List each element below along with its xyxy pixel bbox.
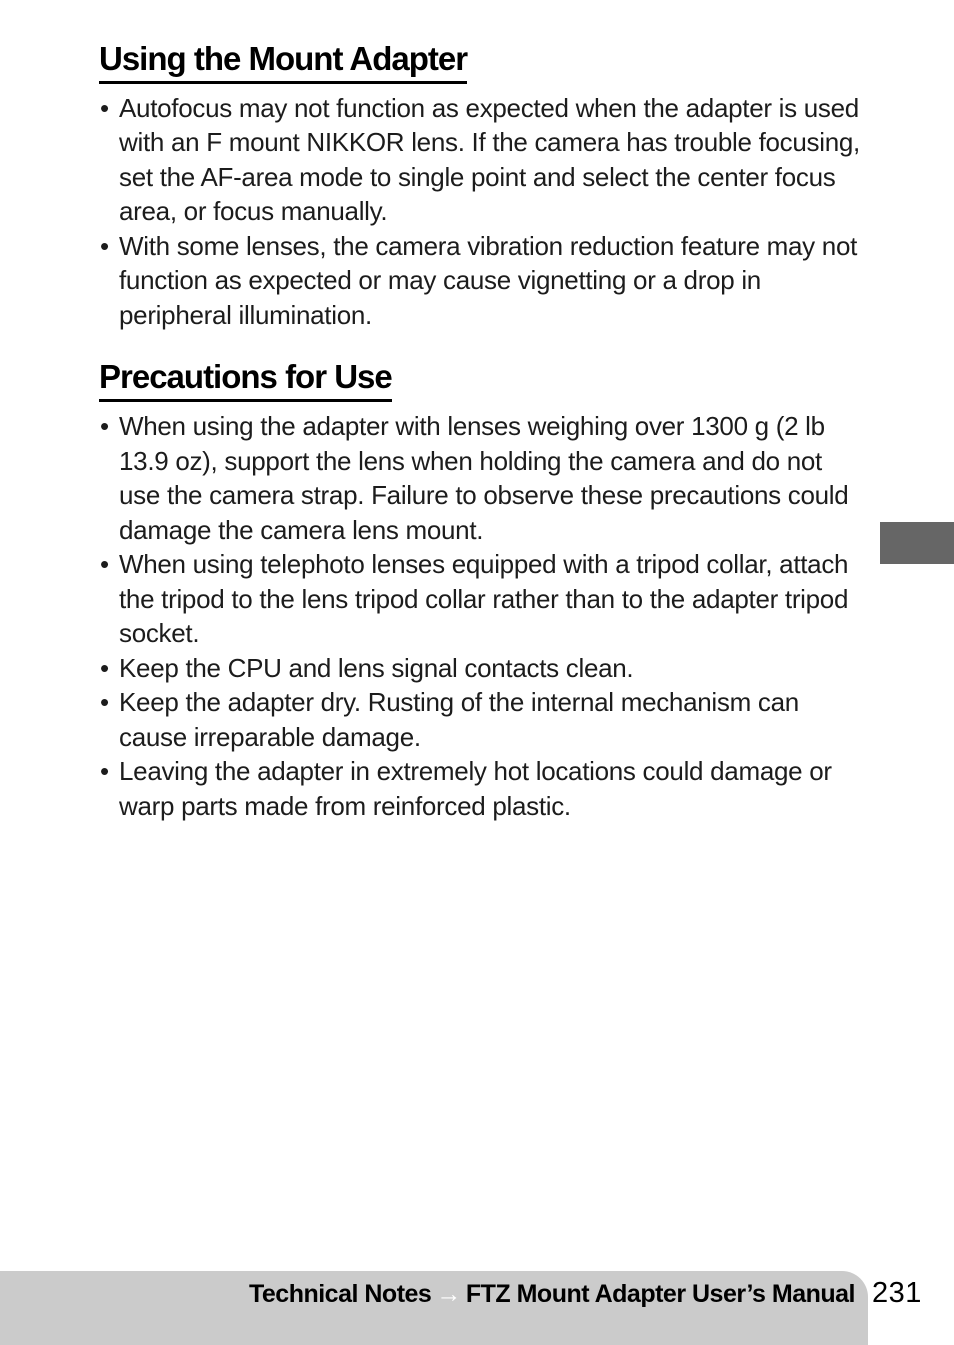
bullet-item: • Leaving the adapter in extremely hot locations could damage or warp parts made from reinforced plastic.	[99, 754, 865, 823]
section-heading: Using the Mount Adapter	[99, 40, 467, 84]
arrow-right-icon: →	[436, 1280, 461, 1308]
bullet-item: • Keep the CPU and lens signal contacts clean.	[99, 651, 865, 686]
page-content	[99, 40, 865, 823]
bullet-item: • When using the adapter with lenses weighing over 1300 g (2 lb 13.9 oz), support the lens when holding the camera and do not use the camera strap. Failure to observe these precautions could damage the camera lens mount.	[99, 409, 865, 547]
bullet-list	[99, 409, 865, 823]
bullet-item: • When using telephoto lenses equipped with a tripod collar, attach the tripod to the lens tripod collar rather than to the adapter tripod socket.	[99, 547, 865, 651]
page-number: 231	[872, 1277, 922, 1309]
bullet-item: • Keep the adapter dry. Rusting of the internal mechanism can cause irreparable damage.	[99, 685, 865, 754]
chapter-tab-marker	[880, 522, 954, 564]
bullet-item: • With some lenses, the camera vibration reduction feature may not function as expected or may cause vignetting or a drop in peripheral illumination.	[99, 229, 865, 333]
footer-manual-title: FTZ Mount Adapter User’s Manual	[465, 1280, 855, 1308]
footer-bar	[0, 1271, 868, 1345]
bullet-list	[99, 91, 865, 333]
section-heading: Precautions for Use	[99, 358, 392, 402]
footer-text	[249, 1280, 855, 1308]
bullet-item: • Autofocus may not function as expected when the adapter is used with an F mount NIKKOR lens. If the camera has trouble focusing, set the AF-area mode to single point and select the center focus area, or focus manually.	[99, 91, 865, 229]
footer-chapter-label: Technical Notes	[248, 1280, 432, 1308]
